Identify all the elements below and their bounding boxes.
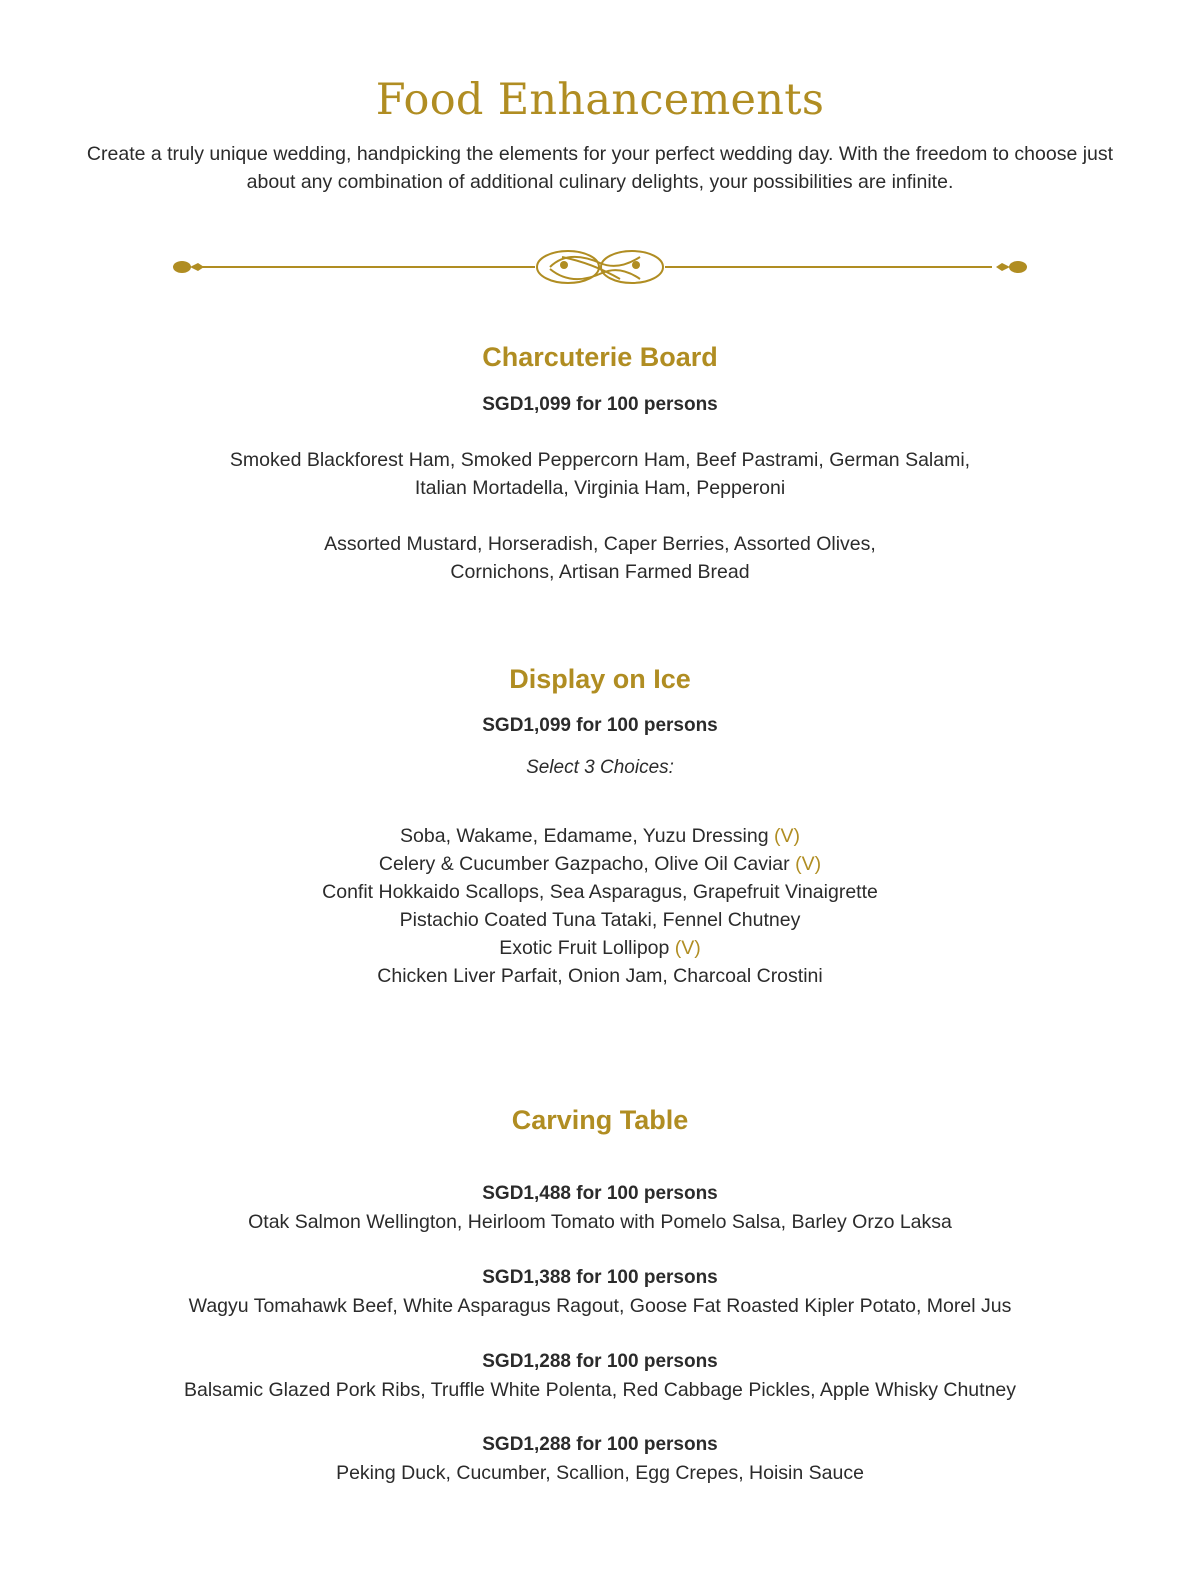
list-item: Exotic Fruit Lollipop (V)	[499, 937, 701, 959]
charcuterie-price: SGD1,099 for 100 persons	[482, 394, 718, 415]
list-item: Pistachio Coated Tuna Tataki, Fennel Chutney	[399, 909, 801, 931]
ice-items	[0, 822, 1200, 990]
vegetarian-mark: (V)	[773, 825, 800, 847]
charcuterie-accompaniments	[0, 530, 1200, 586]
option-price: SGD1,288 for 100 persons	[482, 1434, 718, 1455]
option-desc: Wagyu Tomahawk Beef, White Asparagus Ragout, Goose Fat Roasted Kipler Potato, Morel Jus	[188, 1295, 1012, 1317]
option-desc: Peking Duck, Cucumber, Scallion, Egg Crepes, Hoisin Sauce	[336, 1462, 864, 1484]
carving-option	[0, 1180, 1200, 1236]
intro-line-2: about any combination of additional culinary delights, your possibilities are infinite.	[246, 171, 954, 193]
menu-line: Assorted Mustard, Horseradish, Caper Berries, Assorted Olives,	[324, 533, 876, 555]
carving-option	[0, 1431, 1200, 1487]
option-desc: Otak Salmon Wellington, Heirloom Tomato with Pomelo Salsa, Barley Orzo Laksa	[248, 1211, 952, 1233]
page-title: Food Enhancements	[375, 75, 825, 125]
ice-price: SGD1,099 for 100 persons	[482, 715, 718, 736]
vegetarian-mark: (V)	[795, 853, 822, 875]
ice-note: Select 3 Choices:	[526, 757, 674, 778]
intro-line-1: Create a truly unique wedding, handpicking the elements for your perfect wedding day. With the freedom to choose just	[86, 143, 1114, 165]
list-item: Soba, Wakame, Edamame, Yuzu Dressing (V)	[400, 825, 800, 847]
intro-text	[30, 140, 1170, 196]
section-title: Charcuterie Board	[482, 342, 718, 372]
charcuterie-section	[0, 339, 1200, 375]
ornament-divider-icon	[170, 245, 1030, 293]
list-item: Confit Hokkaido Scallops, Sea Asparagus, Grapefruit Vinaigrette	[322, 881, 878, 903]
ice-section	[0, 661, 1200, 697]
section-title: Display on Ice	[509, 664, 691, 694]
carving-option	[0, 1348, 1200, 1404]
option-price: SGD1,388 for 100 persons	[482, 1267, 718, 1288]
list-item: Celery & Cucumber Gazpacho, Olive Oil Caviar (V)	[378, 853, 822, 875]
carving-section	[0, 1102, 1200, 1138]
carving-option	[0, 1264, 1200, 1320]
charcuterie-meats	[0, 446, 1200, 502]
menu-line: Italian Mortadella, Virginia Ham, Pepperoni	[414, 477, 786, 499]
option-desc: Balsamic Glazed Pork Ribs, Truffle White Polenta, Red Cabbage Pickles, Apple Whisky Chutney	[183, 1379, 1017, 1401]
menu-line: Cornichons, Artisan Farmed Bread	[450, 561, 750, 583]
list-item: Chicken Liver Parfait, Onion Jam, Charcoal Crostini	[377, 965, 823, 987]
menu-line: Smoked Blackforest Ham, Smoked Peppercorn Ham, Beef Pastrami, German Salami,	[229, 449, 971, 471]
section-title: Carving Table	[511, 1105, 689, 1135]
vegetarian-mark: (V)	[674, 937, 701, 959]
option-price: SGD1,488 for 100 persons	[482, 1183, 718, 1204]
option-price: SGD1,288 for 100 persons	[482, 1351, 718, 1372]
